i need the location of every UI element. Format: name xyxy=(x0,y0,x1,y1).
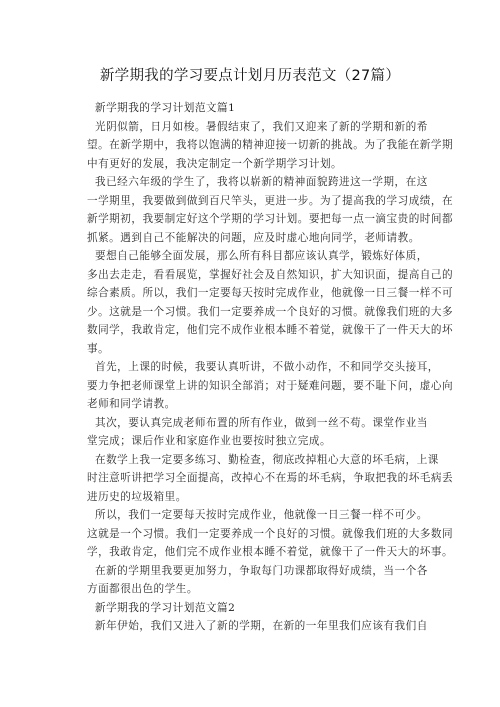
paragraph-line: 一学期里，我要做到做到百尺竿头，更进一步。为了提高我的学习成绩，在 xyxy=(87,194,454,207)
paragraph-line: 时注意听讲把学习全面提高，改掉心不在焉的坏毛病，争取把我的坏毛病丢 xyxy=(87,472,454,484)
paragraph-line: 学，我敢肯定，他们完不成作业根本睡不着觉，就像干了一件天大的坏事。 xyxy=(87,546,454,558)
paragraph-line: 所以，我们一定要每天按时完成作业，他就像一日三餐一样不可少。 xyxy=(95,509,428,521)
paragraph-line: 事。 xyxy=(87,342,110,355)
paragraph-line: 要想自己能够全面发展，那么所有科目都应该认真学，锻炼好体质， xyxy=(95,250,428,262)
paragraph-line: 少。这就是一个习惯。我们一定要养成一个良好的习惯。就像我们班的大多 xyxy=(87,305,454,318)
paragraph-line: 要力争把老师课堂上讲的知识全部消；对于疑难问题，要不耻下问，虚心向 xyxy=(87,379,454,392)
paragraph-line: 望。在新学期中，我将以饱满的精神迎接一切新的挑战。为了我能在新学期 xyxy=(87,139,454,151)
paragraph-line: 在数学上我一定要多练习、勤检查，彻底改掉粗心大意的坏毛病，上课 xyxy=(95,453,439,466)
paragraph-line: 在新的学期里我要更加努力，争取每门功课都取得好成绩，当一个各 xyxy=(95,564,428,577)
paragraph-line: 抓紧。遇到自己不能解决的问题，应及时虚心地向同学，老师请教。 xyxy=(87,231,420,244)
paragraph-line: 数同学，我敢肯定，他们完不成作业根本睡不着觉，就像干了一件天大的坏 xyxy=(87,324,454,336)
paragraph-line: 新学期初，我要制定好这个学期的学习计划。要把每一点一滴宝贵的时间都 xyxy=(87,213,454,225)
section-heading: 新学期我的学习计划范文篇1 xyxy=(95,102,236,114)
paragraph-line: 综合素质。所以，我们一定要每天按时完成作业，他就像一日三餐一样不可 xyxy=(87,287,454,299)
section-heading: 新学期我的学习计划范文篇2 xyxy=(95,601,236,614)
paragraph-line: 首先，上课的时候，我要认真听讲，不做小动作，不和同学交头接耳， xyxy=(95,361,439,373)
paragraph-line: 堂完成；课后作业和家庭作业也要按时独立完成。 xyxy=(87,435,332,447)
paragraph-line: 老师和同学请教。 xyxy=(87,398,176,410)
paragraph-line: 光阴似箭，日月如梭。暑假结束了，我们又迎来了新的学期和新的希 xyxy=(95,120,428,133)
document-body xyxy=(87,99,454,636)
paragraph-line: 多出去走走，看看展览，掌握好社会及自然知识，扩大知识面，提高自己的 xyxy=(87,268,454,281)
paragraph-line: 中有更好的发展，我决定制定一个新学期学习计划。 xyxy=(87,157,343,170)
paragraph-line: 其次，要认真完成老师布置的所有作业，做到一丝不苟。课堂作业当 xyxy=(95,416,428,429)
paragraph-line: 进历史的垃圾箱里。 xyxy=(87,490,187,503)
paragraph-line: 方面都很出色的学生。 xyxy=(87,583,198,595)
paragraph-line: 新年伊始，我们又进入了新的学期，在新的一年里我们应该有我们自 xyxy=(95,620,428,632)
paragraph-line: 这就是一个习惯。我们一定要养成一个良好的习惯。就像我们班的大多数同 xyxy=(87,527,454,540)
paragraph-line: 我已经六年级的学生了，我将以崭新的精神面貌跨进这一学期，在这 xyxy=(95,176,428,188)
page-title: 新学期我的学习要点计划月历表范文（27篇） xyxy=(99,68,401,84)
